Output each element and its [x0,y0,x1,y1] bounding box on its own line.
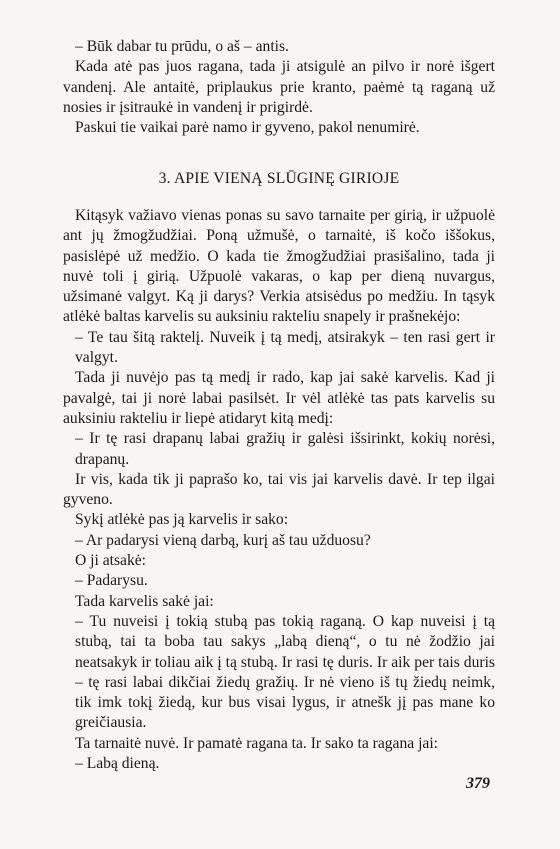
page-number: 379 [466,775,490,792]
dialogue-line: – Tu nuveisi į tokią stubą pas tokią raganą. O kap nuveisi į tą stubą, tai ta boba tau sakys „labą dieną“, o tu nė žodžio jai neatsakyk ir toliau aik į tą stubą. Ir rasi tę duris. Ir aik per tais duris – tę rasi labai dikčiai žiedų gražių. Ir nė vieno iš tų žiedų neimk, tik imk tokį žiedą, kur bus visai lygus, ir atnešk jį pas mane ko greičiausia. [75,612,495,732]
dialogue-line: – Padarysu. [75,572,148,590]
paragraph: Tada ji nuvėjo pas tą medį ir rado, kap jai sakė karvelis. Kad ji pavalgė, tai ji norė labai pasilsėt. Ir vėl atlėkė tas pats karvelis su auksiniu rakteliu ir liepė atidaryt kitą medį: [63,369,495,427]
paragraph: Ta tarnaitė nuvė. Ir pamatė ragana ta. Ir sako ta ragana jai: [75,734,439,752]
dialogue-line: – Te tau šitą raktelį. Nuveik į tą medį, atsirakyk – ten rasi gert ir valgyt. [75,328,495,367]
paragraph: Sykį atlėkė pas ją karvelis ir sako: [75,511,289,529]
top-text-block [63,37,495,138]
dialogue-line: – Labą dieną. [75,755,160,773]
main-text-block [63,206,495,774]
paragraph: Ir vis, kada tik ji paprašo ko, tai vis jai karvelis davė. Ir tep ilgai gyveno. [63,470,495,509]
paragraph: Tada karvelis sakė jai: [75,592,214,610]
paragraph: O ji atsakė: [75,552,147,570]
dialogue-line: – Ar padarysi vieną darbą, kurį aš tau užduosu? [75,531,371,549]
chapter-heading: 3. APIE VIENĄ SLŪGINĘ GIRIOJE [158,170,400,187]
dialogue-line: – Būk dabar tu prūdu, o aš – antis. [75,38,289,55]
paragraph: Paskui tie vaikai parė namo ir gyveno, pakol nenumirė. [75,119,420,137]
dialogue-line: – Ir tę rasi drapanų labai gražių ir galėsi išsirinkt, kokių norėsi, drapanų. [75,430,495,468]
paragraph: Kitąsyk važiavo vienas ponas su savo tarnaite per girią, ir užpuolė ant jų žmogžudžiai. Poną užmušė, o tarnaitė, iš kočo iššokus, pasislėpė už medžio. O kada tie žmogžudžiai prasišalino, tada ji nuvė toli į girią. Užpuolė vakaras, o kap per dieną nuvargus, užsimanė valgyt. Ką ji darys? Verkia atsisėdus po medžiu. In tąsyk atlėkė baltas karvelis su auksiniu rakteliu snapely ir prašnekėjo: [63,207,495,326]
paragraph: Kada atė pas juos ragana, tada ji atsigulė an pilvo ir norė išgert vandenį. Ale antaitė, priplaukus prie kranto, paėmė tą raganą už nosies ir įsitraukė in vandenį ir prigirdė. [63,58,495,116]
